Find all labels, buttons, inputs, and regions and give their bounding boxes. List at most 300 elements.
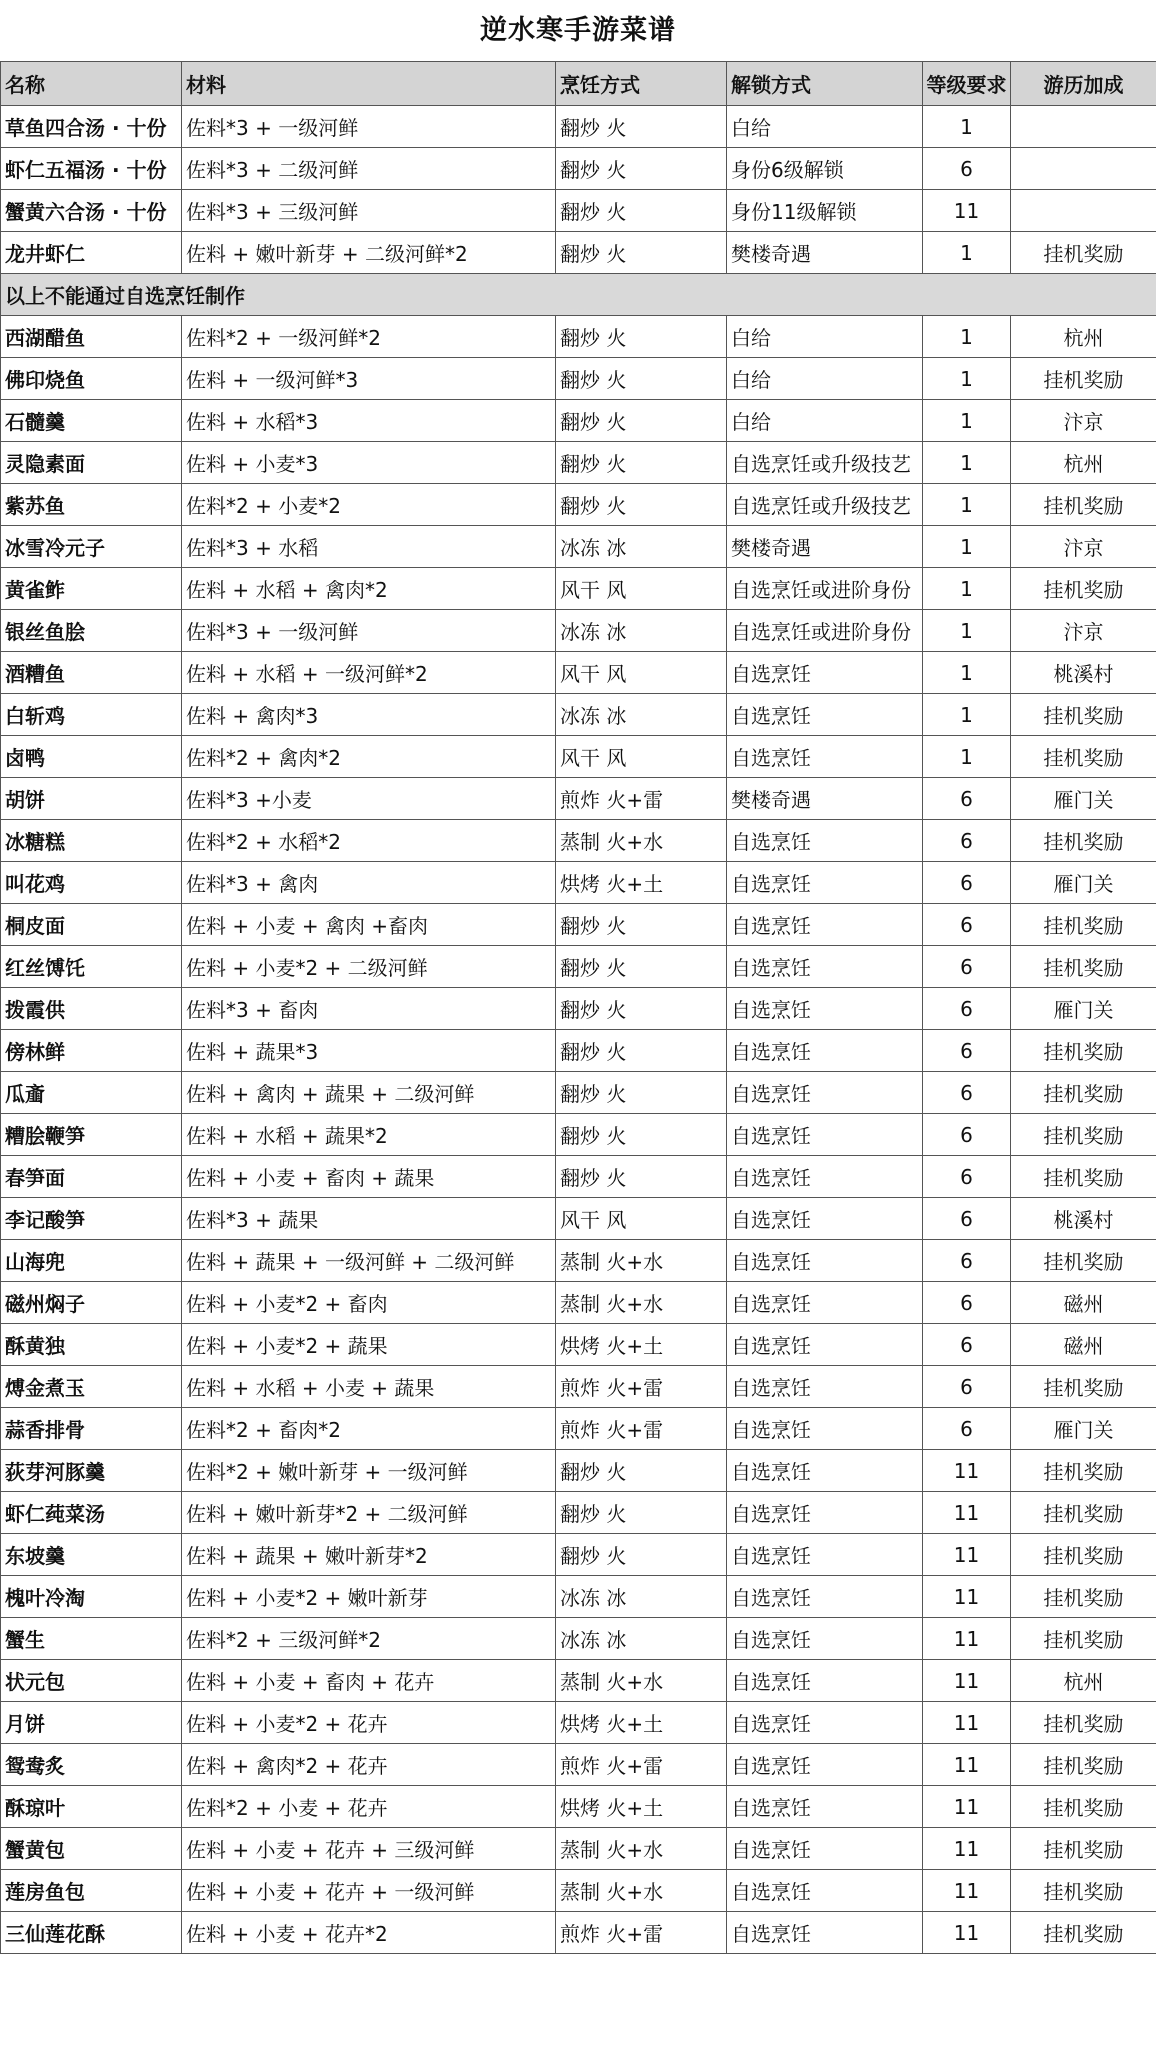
cell-travel-bonus: 挂机奖励 xyxy=(1011,1828,1156,1870)
cell-materials: 佐料 + 小麦 + 花卉 + 三级河鲜 xyxy=(182,1828,556,1870)
cell-cooking-method: 风干 风 xyxy=(556,568,727,610)
cell-level: 6 xyxy=(923,904,1011,946)
table-row xyxy=(1,148,1156,190)
cell-name: 红丝馎饦 xyxy=(1,946,182,988)
cell-cooking-method: 煎炸 火+雷 xyxy=(556,1366,727,1408)
cell-name: 黄雀鲊 xyxy=(1,568,182,610)
table-row xyxy=(1,1198,1156,1240)
table-row xyxy=(1,1660,1156,1702)
cell-name: 石髓羹 xyxy=(1,400,182,442)
cell-travel-bonus xyxy=(1011,148,1156,190)
cell-cooking-method: 翻炒 火 xyxy=(556,946,727,988)
header-name: 名称 xyxy=(1,62,182,106)
cell-level: 11 xyxy=(923,1576,1011,1618)
cell-name: 酒糟鱼 xyxy=(1,652,182,694)
cell-cooking-method: 冰冻 冰 xyxy=(556,1618,727,1660)
cell-unlock-method: 白给 xyxy=(727,106,923,148)
cell-unlock-method: 白给 xyxy=(727,358,923,400)
table-row xyxy=(1,1534,1156,1576)
cell-cooking-method: 冰冻 冰 xyxy=(556,694,727,736)
cell-materials: 佐料*2 + 畜肉*2 xyxy=(182,1408,556,1450)
cell-unlock-method: 自选烹饪 xyxy=(727,1282,923,1324)
cell-unlock-method: 自选烹饪或进阶身份 xyxy=(727,610,923,652)
cell-cooking-method: 煎炸 火+雷 xyxy=(556,1408,727,1450)
cell-materials: 佐料 + 蔬果*3 xyxy=(182,1030,556,1072)
table-row xyxy=(1,1618,1156,1660)
table-row xyxy=(1,484,1156,526)
cell-travel-bonus: 挂机奖励 xyxy=(1011,1450,1156,1492)
cell-cooking-method: 蒸制 火+水 xyxy=(556,1282,727,1324)
cell-name: 拨霞供 xyxy=(1,988,182,1030)
cell-travel-bonus: 杭州 xyxy=(1011,442,1156,484)
cell-materials: 佐料 + 禽肉*3 xyxy=(182,694,556,736)
table-row xyxy=(1,988,1156,1030)
cell-unlock-method: 樊楼奇遇 xyxy=(727,526,923,568)
cell-materials: 佐料 + 小麦 + 畜肉 + 蔬果 xyxy=(182,1156,556,1198)
cell-level: 6 xyxy=(923,820,1011,862)
header-level-requirement: 等级要求 xyxy=(923,62,1011,106)
cell-travel-bonus: 挂机奖励 xyxy=(1011,358,1156,400)
cell-cooking-method: 翻炒 火 xyxy=(556,442,727,484)
cell-level: 1 xyxy=(923,358,1011,400)
cell-level: 11 xyxy=(923,1534,1011,1576)
cell-name: 鸳鸯炙 xyxy=(1,1744,182,1786)
cell-level: 1 xyxy=(923,652,1011,694)
cell-cooking-method: 风干 风 xyxy=(556,652,727,694)
cell-level: 6 xyxy=(923,1114,1011,1156)
cell-travel-bonus: 挂机奖励 xyxy=(1011,1030,1156,1072)
cell-level: 6 xyxy=(923,1324,1011,1366)
section-note: 以上不能通过自选烹饪制作 xyxy=(1,274,1156,316)
cell-unlock-method: 自选烹饪 xyxy=(727,988,923,1030)
cell-name: 紫苏鱼 xyxy=(1,484,182,526)
cell-cooking-method: 翻炒 火 xyxy=(556,232,727,274)
cell-level: 6 xyxy=(923,1408,1011,1450)
cell-name: 酥黄独 xyxy=(1,1324,182,1366)
cell-cooking-method: 翻炒 火 xyxy=(556,316,727,358)
cell-materials: 佐料 + 水稻 + 一级河鲜*2 xyxy=(182,652,556,694)
cell-cooking-method: 翻炒 火 xyxy=(556,1492,727,1534)
cell-travel-bonus: 挂机奖励 xyxy=(1011,568,1156,610)
cell-cooking-method: 蒸制 火+水 xyxy=(556,1828,727,1870)
table-row xyxy=(1,1072,1156,1114)
cell-materials: 佐料*3 + 三级河鲜 xyxy=(182,190,556,232)
cell-name: 叫花鸡 xyxy=(1,862,182,904)
cell-name: 煿金煮玉 xyxy=(1,1366,182,1408)
cell-cooking-method: 翻炒 火 xyxy=(556,904,727,946)
cell-level: 6 xyxy=(923,988,1011,1030)
cell-name: 酥琼叶 xyxy=(1,1786,182,1828)
cell-materials: 佐料 + 水稻 + 蔬果*2 xyxy=(182,1114,556,1156)
cell-materials: 佐料*3 + 蔬果 xyxy=(182,1198,556,1240)
cell-name: 荻芽河豚羹 xyxy=(1,1450,182,1492)
cell-travel-bonus: 杭州 xyxy=(1011,1660,1156,1702)
cell-unlock-method: 自选烹饪或升级技艺 xyxy=(727,484,923,526)
cell-level: 1 xyxy=(923,316,1011,358)
cell-name: 磁州焖子 xyxy=(1,1282,182,1324)
cell-travel-bonus xyxy=(1011,106,1156,148)
cell-name: 银丝鱼脍 xyxy=(1,610,182,652)
special-recipes-body xyxy=(1,106,1156,274)
cell-cooking-method: 翻炒 火 xyxy=(556,1156,727,1198)
cell-cooking-method: 煎炸 火+雷 xyxy=(556,1912,727,1954)
cell-unlock-method: 自选烹饪 xyxy=(727,1156,923,1198)
cell-unlock-method: 自选烹饪 xyxy=(727,1534,923,1576)
section-note-body xyxy=(1,274,1156,316)
cell-unlock-method: 自选烹饪或升级技艺 xyxy=(727,442,923,484)
table-row xyxy=(1,1912,1156,1954)
cell-name: 胡饼 xyxy=(1,778,182,820)
cell-name: 卤鸭 xyxy=(1,736,182,778)
cell-name: 莲房鱼包 xyxy=(1,1870,182,1912)
cell-cooking-method: 煎炸 火+雷 xyxy=(556,778,727,820)
table-row xyxy=(1,778,1156,820)
table-row xyxy=(1,694,1156,736)
cell-materials: 佐料 + 小麦 + 禽肉 +畜肉 xyxy=(182,904,556,946)
recipes-body xyxy=(1,316,1156,1954)
cell-level: 6 xyxy=(923,1282,1011,1324)
cell-travel-bonus: 挂机奖励 xyxy=(1011,904,1156,946)
cell-materials: 佐料 + 嫩叶新芽 + 二级河鲜*2 xyxy=(182,232,556,274)
cell-cooking-method: 翻炒 火 xyxy=(556,400,727,442)
cell-unlock-method: 自选烹饪 xyxy=(727,1492,923,1534)
cell-cooking-method: 翻炒 火 xyxy=(556,1450,727,1492)
cell-materials: 佐料*3 + 水稻 xyxy=(182,526,556,568)
table-row xyxy=(1,526,1156,568)
cell-unlock-method: 自选烹饪 xyxy=(727,1240,923,1282)
cell-cooking-method: 翻炒 火 xyxy=(556,988,727,1030)
cell-travel-bonus: 雁门关 xyxy=(1011,1408,1156,1450)
cell-name: 桐皮面 xyxy=(1,904,182,946)
cell-travel-bonus: 挂机奖励 xyxy=(1011,1870,1156,1912)
cell-travel-bonus: 汴京 xyxy=(1011,610,1156,652)
cell-level: 11 xyxy=(923,1450,1011,1492)
cell-level: 6 xyxy=(923,1198,1011,1240)
cell-unlock-method: 自选烹饪或进阶身份 xyxy=(727,568,923,610)
cell-level: 6 xyxy=(923,148,1011,190)
cell-cooking-method: 翻炒 火 xyxy=(556,1072,727,1114)
cell-materials: 佐料*2 + 小麦*2 xyxy=(182,484,556,526)
table-row xyxy=(1,1744,1156,1786)
table-row xyxy=(1,442,1156,484)
table-row xyxy=(1,820,1156,862)
cell-travel-bonus: 杭州 xyxy=(1011,316,1156,358)
cell-unlock-method: 自选烹饪 xyxy=(727,1744,923,1786)
cell-name: 冰糖糕 xyxy=(1,820,182,862)
table-row xyxy=(1,1702,1156,1744)
recipe-table xyxy=(0,61,1156,1954)
cell-unlock-method: 自选烹饪 xyxy=(727,1030,923,1072)
cell-travel-bonus: 磁州 xyxy=(1011,1324,1156,1366)
cell-name: 状元包 xyxy=(1,1660,182,1702)
cell-materials: 佐料 + 小麦*2 + 花卉 xyxy=(182,1702,556,1744)
table-row xyxy=(1,316,1156,358)
table-row xyxy=(1,1366,1156,1408)
cell-travel-bonus: 挂机奖励 xyxy=(1011,1786,1156,1828)
cell-travel-bonus: 桃溪村 xyxy=(1011,652,1156,694)
cell-level: 11 xyxy=(923,1660,1011,1702)
cell-unlock-method: 自选烹饪 xyxy=(727,694,923,736)
table-row xyxy=(1,232,1156,274)
cell-materials: 佐料*2 + 禽肉*2 xyxy=(182,736,556,778)
cell-level: 11 xyxy=(923,1870,1011,1912)
cell-cooking-method: 蒸制 火+水 xyxy=(556,1240,727,1282)
cell-unlock-method: 自选烹饪 xyxy=(727,820,923,862)
table-row xyxy=(1,1576,1156,1618)
table-row xyxy=(1,1786,1156,1828)
cell-name: 灵隐素面 xyxy=(1,442,182,484)
cell-unlock-method: 樊楼奇遇 xyxy=(727,232,923,274)
cell-level: 11 xyxy=(923,1786,1011,1828)
section-note-row xyxy=(1,274,1156,316)
cell-name: 佛印烧鱼 xyxy=(1,358,182,400)
cell-travel-bonus: 挂机奖励 xyxy=(1011,820,1156,862)
header-travel-bonus: 游历加成 xyxy=(1011,62,1156,106)
cell-cooking-method: 冰冻 冰 xyxy=(556,526,727,568)
cell-unlock-method: 自选烹饪 xyxy=(727,1912,923,1954)
table-row xyxy=(1,1408,1156,1450)
cell-materials: 佐料 + 禽肉*2 + 花卉 xyxy=(182,1744,556,1786)
cell-cooking-method: 翻炒 火 xyxy=(556,1534,727,1576)
page-title: 逆水寒手游菜谱 xyxy=(480,15,676,46)
cell-travel-bonus: 挂机奖励 xyxy=(1011,1492,1156,1534)
cell-travel-bonus: 挂机奖励 xyxy=(1011,1534,1156,1576)
cell-unlock-method: 白给 xyxy=(727,400,923,442)
cell-cooking-method: 冰冻 冰 xyxy=(556,1576,727,1618)
cell-level: 11 xyxy=(923,190,1011,232)
cell-travel-bonus: 挂机奖励 xyxy=(1011,232,1156,274)
table-row xyxy=(1,1030,1156,1072)
cell-travel-bonus: 挂机奖励 xyxy=(1011,1576,1156,1618)
cell-unlock-method: 自选烹饪 xyxy=(727,1114,923,1156)
cell-name: 春笋面 xyxy=(1,1156,182,1198)
cell-travel-bonus: 挂机奖励 xyxy=(1011,1912,1156,1954)
cell-name: 三仙莲花酥 xyxy=(1,1912,182,1954)
cell-travel-bonus: 挂机奖励 xyxy=(1011,736,1156,778)
cell-cooking-method: 煎炸 火+雷 xyxy=(556,1744,727,1786)
cell-level: 1 xyxy=(923,442,1011,484)
cell-unlock-method: 自选烹饪 xyxy=(727,1870,923,1912)
cell-name: 傍林鲜 xyxy=(1,1030,182,1072)
cell-unlock-method: 身份11级解锁 xyxy=(727,190,923,232)
table-row xyxy=(1,946,1156,988)
cell-level: 11 xyxy=(923,1618,1011,1660)
cell-unlock-method: 自选烹饪 xyxy=(727,1618,923,1660)
cell-travel-bonus: 挂机奖励 xyxy=(1011,1744,1156,1786)
table-row xyxy=(1,736,1156,778)
cell-cooking-method: 烘烤 火+土 xyxy=(556,1324,727,1366)
cell-name: 蒜香排骨 xyxy=(1,1408,182,1450)
cell-level: 1 xyxy=(923,526,1011,568)
cell-materials: 佐料*3 + 一级河鲜 xyxy=(182,610,556,652)
cell-cooking-method: 冰冻 冰 xyxy=(556,610,727,652)
cell-name: 龙井虾仁 xyxy=(1,232,182,274)
cell-materials: 佐料 + 一级河鲜*3 xyxy=(182,358,556,400)
cell-level: 6 xyxy=(923,1030,1011,1072)
cell-name: 冰雪冷元子 xyxy=(1,526,182,568)
cell-name: 李记酸笋 xyxy=(1,1198,182,1240)
cell-cooking-method: 蒸制 火+水 xyxy=(556,1870,727,1912)
cell-cooking-method: 蒸制 火+水 xyxy=(556,1660,727,1702)
cell-cooking-method: 翻炒 火 xyxy=(556,1114,727,1156)
cell-name: 蟹生 xyxy=(1,1618,182,1660)
cell-unlock-method: 自选烹饪 xyxy=(727,1660,923,1702)
cell-travel-bonus: 雁门关 xyxy=(1011,778,1156,820)
table-row xyxy=(1,1324,1156,1366)
table-row xyxy=(1,358,1156,400)
header-materials: 材料 xyxy=(182,62,556,106)
table-row xyxy=(1,1114,1156,1156)
cell-travel-bonus: 挂机奖励 xyxy=(1011,1618,1156,1660)
cell-name: 蟹黄六合汤 · 十份 xyxy=(1,190,182,232)
cell-materials: 佐料*2 + 小麦 + 花卉 xyxy=(182,1786,556,1828)
cell-name: 糟脍鞭笋 xyxy=(1,1114,182,1156)
cell-name: 草鱼四合汤 · 十份 xyxy=(1,106,182,148)
cell-level: 6 xyxy=(923,1366,1011,1408)
table-row xyxy=(1,568,1156,610)
cell-cooking-method: 翻炒 火 xyxy=(556,190,727,232)
cell-unlock-method: 自选烹饪 xyxy=(727,904,923,946)
cell-name: 月饼 xyxy=(1,1702,182,1744)
cell-unlock-method: 自选烹饪 xyxy=(727,1786,923,1828)
cell-unlock-method: 自选烹饪 xyxy=(727,1450,923,1492)
cell-level: 6 xyxy=(923,778,1011,820)
cell-cooking-method: 风干 风 xyxy=(556,1198,727,1240)
table-row xyxy=(1,610,1156,652)
cell-materials: 佐料*3 +小麦 xyxy=(182,778,556,820)
cell-unlock-method: 自选烹饪 xyxy=(727,736,923,778)
table-row xyxy=(1,1828,1156,1870)
cell-materials: 佐料 + 蔬果 + 嫩叶新芽*2 xyxy=(182,1534,556,1576)
cell-name: 虾仁莼菜汤 xyxy=(1,1492,182,1534)
cell-cooking-method: 翻炒 火 xyxy=(556,484,727,526)
cell-materials: 佐料 + 小麦*2 + 蔬果 xyxy=(182,1324,556,1366)
table-row xyxy=(1,904,1156,946)
table-row xyxy=(1,1240,1156,1282)
cell-travel-bonus: 挂机奖励 xyxy=(1011,694,1156,736)
cell-travel-bonus xyxy=(1011,190,1156,232)
cell-materials: 佐料*2 + 水稻*2 xyxy=(182,820,556,862)
cell-name: 蟹黄包 xyxy=(1,1828,182,1870)
cell-name: 东坡羹 xyxy=(1,1534,182,1576)
cell-travel-bonus: 挂机奖励 xyxy=(1011,1114,1156,1156)
cell-cooking-method: 烘烤 火+土 xyxy=(556,1786,727,1828)
cell-level: 6 xyxy=(923,862,1011,904)
cell-materials: 佐料 + 嫩叶新芽*2 + 二级河鲜 xyxy=(182,1492,556,1534)
cell-travel-bonus: 挂机奖励 xyxy=(1011,1072,1156,1114)
cell-materials: 佐料 + 水稻 + 小麦 + 蔬果 xyxy=(182,1366,556,1408)
cell-level: 6 xyxy=(923,946,1011,988)
cell-unlock-method: 自选烹饪 xyxy=(727,652,923,694)
cell-level: 6 xyxy=(923,1156,1011,1198)
cell-cooking-method: 翻炒 火 xyxy=(556,358,727,400)
cell-name: 槐叶冷淘 xyxy=(1,1576,182,1618)
cell-travel-bonus: 挂机奖励 xyxy=(1011,1240,1156,1282)
cell-materials: 佐料 + 禽肉 + 蔬果 + 二级河鲜 xyxy=(182,1072,556,1114)
cell-cooking-method: 翻炒 火 xyxy=(556,1030,727,1072)
cell-travel-bonus: 挂机奖励 xyxy=(1011,1156,1156,1198)
cell-name: 山海兜 xyxy=(1,1240,182,1282)
cell-name: 虾仁五福汤 · 十份 xyxy=(1,148,182,190)
cell-materials: 佐料 + 小麦*2 + 畜肉 xyxy=(182,1282,556,1324)
cell-unlock-method: 自选烹饪 xyxy=(727,1324,923,1366)
cell-cooking-method: 风干 风 xyxy=(556,736,727,778)
cell-materials: 佐料 + 小麦*2 + 嫩叶新芽 xyxy=(182,1576,556,1618)
cell-travel-bonus: 磁州 xyxy=(1011,1282,1156,1324)
cell-name: 白斩鸡 xyxy=(1,694,182,736)
cell-name: 瓜齑 xyxy=(1,1072,182,1114)
cell-materials: 佐料 + 小麦 + 花卉 + 一级河鲜 xyxy=(182,1870,556,1912)
cell-unlock-method: 自选烹饪 xyxy=(727,1198,923,1240)
cell-unlock-method: 自选烹饪 xyxy=(727,862,923,904)
cell-travel-bonus: 挂机奖励 xyxy=(1011,484,1156,526)
cell-materials: 佐料 + 水稻*3 xyxy=(182,400,556,442)
cell-travel-bonus: 雁门关 xyxy=(1011,988,1156,1030)
cell-travel-bonus: 挂机奖励 xyxy=(1011,1366,1156,1408)
cell-level: 1 xyxy=(923,484,1011,526)
cell-level: 6 xyxy=(923,1240,1011,1282)
cell-level: 11 xyxy=(923,1912,1011,1954)
cell-travel-bonus: 挂机奖励 xyxy=(1011,1702,1156,1744)
cell-level: 1 xyxy=(923,106,1011,148)
cell-cooking-method: 烘烤 火+土 xyxy=(556,1702,727,1744)
cell-level: 11 xyxy=(923,1744,1011,1786)
cell-materials: 佐料*2 + 嫩叶新芽 + 一级河鲜 xyxy=(182,1450,556,1492)
cell-materials: 佐料 + 小麦*2 + 二级河鲜 xyxy=(182,946,556,988)
header-cooking-method: 烹饪方式 xyxy=(556,62,727,106)
cell-materials: 佐料 + 蔬果 + 一级河鲜 + 二级河鲜 xyxy=(182,1240,556,1282)
cell-level: 1 xyxy=(923,610,1011,652)
cell-materials: 佐料*2 + 一级河鲜*2 xyxy=(182,316,556,358)
cell-unlock-method: 自选烹饪 xyxy=(727,1576,923,1618)
table-header-row xyxy=(1,62,1156,106)
cell-materials: 佐料 + 小麦 + 畜肉 + 花卉 xyxy=(182,1660,556,1702)
cell-level: 11 xyxy=(923,1702,1011,1744)
cell-level: 1 xyxy=(923,232,1011,274)
cell-level: 1 xyxy=(923,568,1011,610)
cell-unlock-method: 自选烹饪 xyxy=(727,1366,923,1408)
cell-materials: 佐料*3 + 一级河鲜 xyxy=(182,106,556,148)
table-row xyxy=(1,1450,1156,1492)
cell-level: 11 xyxy=(923,1828,1011,1870)
cell-travel-bonus: 汴京 xyxy=(1011,526,1156,568)
cell-level: 1 xyxy=(923,694,1011,736)
cell-travel-bonus: 汴京 xyxy=(1011,400,1156,442)
cell-unlock-method: 自选烹饪 xyxy=(727,1408,923,1450)
cell-materials: 佐料*3 + 二级河鲜 xyxy=(182,148,556,190)
cell-level: 1 xyxy=(923,736,1011,778)
cell-materials: 佐料 + 水稻 + 禽肉*2 xyxy=(182,568,556,610)
cell-unlock-method: 白给 xyxy=(727,316,923,358)
cell-cooking-method: 翻炒 火 xyxy=(556,148,727,190)
cell-unlock-method: 自选烹饪 xyxy=(727,1702,923,1744)
cell-level: 1 xyxy=(923,400,1011,442)
cell-travel-bonus: 雁门关 xyxy=(1011,862,1156,904)
table-row xyxy=(1,1156,1156,1198)
table-row xyxy=(1,862,1156,904)
table-row xyxy=(1,1282,1156,1324)
cell-level: 6 xyxy=(923,1072,1011,1114)
cell-cooking-method: 翻炒 火 xyxy=(556,106,727,148)
cell-materials: 佐料*2 + 三级河鲜*2 xyxy=(182,1618,556,1660)
table-row xyxy=(1,1492,1156,1534)
cell-materials: 佐料*3 + 畜肉 xyxy=(182,988,556,1030)
cell-name: 西湖醋鱼 xyxy=(1,316,182,358)
cell-unlock-method: 樊楼奇遇 xyxy=(727,778,923,820)
table-row xyxy=(1,190,1156,232)
table-row xyxy=(1,652,1156,694)
cell-unlock-method: 自选烹饪 xyxy=(727,946,923,988)
